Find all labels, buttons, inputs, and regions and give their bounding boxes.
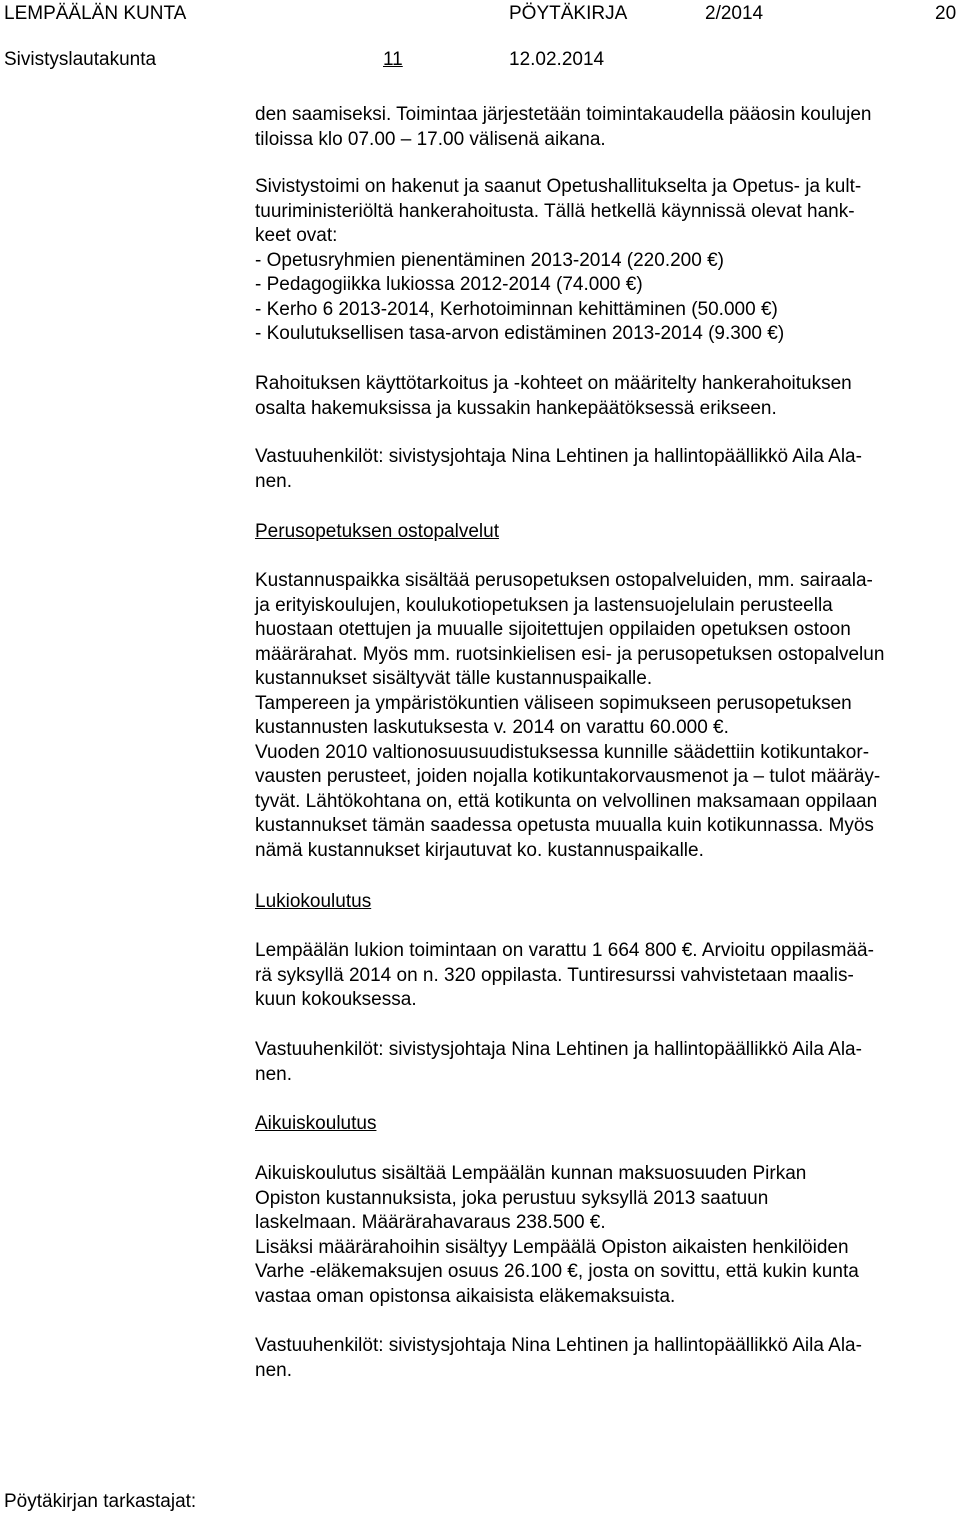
text-line: tuuriministeriöltä hankerahoitusta. Tällä hetkellä käynnissä olevat hank- <box>255 200 855 222</box>
municipality-name: LEMPÄÄLÄN KUNTA <box>4 3 187 24</box>
text-line: Varhe -eläkemaksujen osuus 26.100 €, josta on sovittu, että kukin kunta <box>255 1261 859 1282</box>
text-line: tiloissa klo 07.00 – 17.00 välisenä aikana. <box>255 128 606 150</box>
document-number: 2/2014 <box>705 3 764 24</box>
text-line: Vuoden 2010 valtionosuusuudistuksessa kunnille säädettiin kotikuntakor- <box>255 741 870 763</box>
text-line: Lisäksi määrärahoihin sisältyy Lempäälä Opiston aikaisten henkilöiden <box>255 1236 849 1258</box>
basic-education-paragraph <box>255 569 955 863</box>
text-line: nen. <box>255 470 292 492</box>
text-line: vastaa oman opistonsa aikaisista eläkemaksuista. <box>255 1285 676 1307</box>
text-line: den saamiseksi. Toimintaa järjestetään toimintakaudella pääosin koulujen <box>255 104 872 125</box>
text-line: Vastuuhenkilöt: sivistysjohtaja Nina Lehtinen ja hallintopäällikkö Aila Ala- <box>255 1335 862 1356</box>
responsible-persons <box>255 445 955 494</box>
section-heading-upper-secondary: Lukiokoulutus <box>255 891 372 912</box>
text-line: nen. <box>255 1063 292 1085</box>
project-item: - Koulutuksellisen tasa-arvon edistäminen 2013-2014 (9.300 €) <box>255 323 785 344</box>
text-line: rä syksyllä 2014 on n. 320 oppilasta. Tuntiresurssi vahvistetaan maalis- <box>255 964 854 986</box>
text-line: Lempäälän lukion toimintaan on varattu 1 664 800 €. Arvioitu oppilasmää- <box>255 940 874 961</box>
project-item: - Opetusryhmien pienentäminen 2013-2014 (220.200 €) <box>255 249 724 271</box>
text-line: Rahoituksen käyttötarkoitus ja -kohteet on määritelty hankerahoituksen <box>255 373 852 394</box>
funding-use-paragraph <box>255 372 955 421</box>
text-line: Vastuuhenkilöt: sivistysjohtaja Nina Lehtinen ja hallintopäällikkö Aila Ala- <box>255 446 862 467</box>
text-line: Kustannuspaikka sisältää perusopetuksen ostopalveluiden, mm. sairaala- <box>255 570 873 591</box>
text-line: Aikuiskoulutus sisältää Lempäälän kunnan maksuosuuden Pirkan <box>255 1163 807 1184</box>
text-line: kustannukset sisältyvät tälle kustannuspaikalle. <box>255 668 653 689</box>
text-line: tyvät. Lähtökohtana on, että kotikunta on velvollinen maksamaan oppilaan <box>255 790 878 812</box>
section-number: 11 <box>383 49 403 70</box>
intro-paragraph <box>255 103 955 152</box>
document-type: PÖYTÄKIRJA <box>509 3 628 24</box>
board-name: Sivistyslautakunta <box>4 49 157 70</box>
project-item: - Kerho 6 2013-2014, Kerhotoiminnan kehittäminen (50.000 €) <box>255 298 778 320</box>
text-line: nen. <box>255 1359 292 1381</box>
text-line: huostaan otettujen ja muualle sijoitettujen oppilaiden opetuksen ostoon <box>255 619 851 640</box>
text-line: osalta hakemuksissa ja kussakin hankepäätöksessä erikseen. <box>255 397 777 419</box>
project-item: - Pedagogiikka lukiossa 2012-2014 (74.000 €) <box>255 274 643 295</box>
text-line: Sivistystoimi on hakenut ja saanut Opetushallitukselta ja Opetus- ja kult- <box>255 176 862 197</box>
section-heading-adult-education: Aikuiskoulutus <box>255 1113 377 1134</box>
responsible-persons <box>255 1038 955 1087</box>
text-line: nämä kustannukset kirjautuvat ko. kustannuspaikalle. <box>255 839 704 861</box>
text-line: Opiston kustannuksista, joka perustuu syksyllä 2013 saatuun <box>255 1187 769 1209</box>
text-line: kustannusten laskutuksesta v. 2014 on varattu 60.000 €. <box>255 717 729 738</box>
projects-paragraph <box>255 175 955 347</box>
responsible-persons <box>255 1334 955 1383</box>
meeting-date: 12.02.2014 <box>509 49 605 70</box>
upper-secondary-paragraph <box>255 939 955 1013</box>
minutes-reviewers-label: Pöytäkirjan tarkastajat: <box>4 1491 197 1512</box>
adult-education-paragraph <box>255 1162 955 1309</box>
text-line: vausten perusteet, joiden nojalla kotikuntakorvausmenot ja – tulot määräy- <box>255 766 881 787</box>
text-line: laskelmaan. Määrärahavaraus 238.500 €. <box>255 1212 606 1233</box>
text-line: Vastuuhenkilöt: sivistysjohtaja Nina Lehtinen ja hallintopäällikkö Aila Ala- <box>255 1039 862 1060</box>
text-line: kuun kokouksessa. <box>255 989 417 1010</box>
text-line: kustannukset tämän saadessa opetusta muualla kuin kotikunnassa. Myös <box>255 815 874 836</box>
text-line: määrärahat. Myös mm. ruotsinkielisen esi- ja perusopetuksen ostopalvelun <box>255 643 885 665</box>
text-line: keet ovat: <box>255 225 338 246</box>
text-line: Tampereen ja ympäristökuntien väliseen sopimukseen perusopetuksen <box>255 692 852 714</box>
section-heading-basic-education: Perusopetuksen ostopalvelut <box>255 521 499 542</box>
page-number: 20 <box>935 3 957 24</box>
text-line: ja erityiskoulujen, koulukotiopetuksen ja lastensuojelulain perusteella <box>255 594 833 616</box>
